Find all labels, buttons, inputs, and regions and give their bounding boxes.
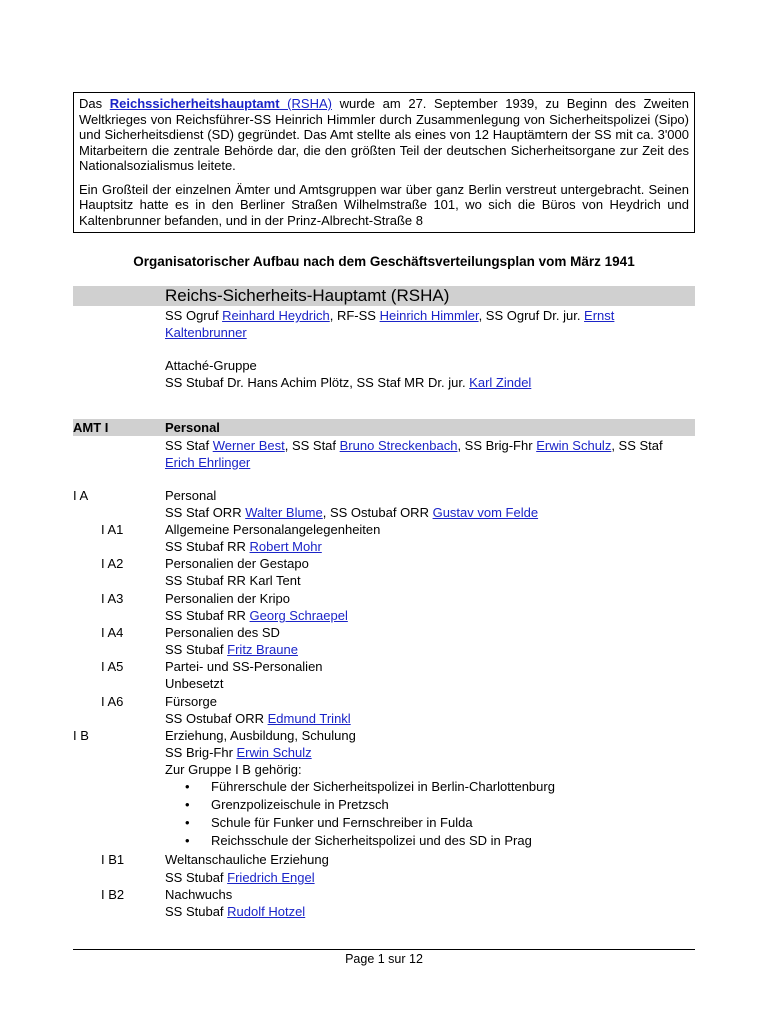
list-item: • Führerschule der Sicherheitspolizei in Berlin-Charlottenburg [165, 778, 555, 796]
intro-text: Das [79, 96, 110, 111]
ia6-leader [165, 710, 695, 727]
intro-box [73, 92, 695, 233]
text: , SS Brig-Fhr [457, 438, 537, 453]
link-best[interactable]: Werner Best [212, 438, 285, 453]
link-mohr[interactable]: Robert Mohr [249, 539, 322, 554]
text: SS Stubaf [165, 870, 228, 885]
list-item: • Reichsschule der Sicherheitspolizei und des SD in Prag [165, 832, 555, 850]
text: SS Brig-Fhr [165, 745, 237, 760]
ia4-name: Personalien des SD [165, 625, 280, 640]
ib2-leader [165, 903, 695, 920]
rsha-title: Reichs-Sicherheits-Hauptamt (RSHA) [165, 286, 450, 305]
link-zindel[interactable]: Karl Zindel [469, 375, 532, 390]
ib-leader [165, 744, 695, 761]
text: SS Ogruf [165, 308, 223, 323]
text: , RF-SS [329, 308, 380, 323]
list-item: • Grenzpolizeischule in Pretzsch [165, 796, 555, 814]
ia1-name: Allgemeine Personalangelegenheiten [165, 522, 381, 537]
ia5-code: I A5 [101, 659, 124, 674]
ib2-code: I B2 [101, 887, 125, 902]
link-kaltenbrunner[interactable]: Ernst Kaltenbrunner [165, 308, 615, 340]
text: SS Stubaf [165, 904, 228, 919]
ia4-leader [165, 641, 695, 658]
rsha-link[interactable] [110, 96, 332, 111]
text: SS Stubaf RR [165, 608, 250, 623]
ia1-code: I A1 [101, 522, 124, 537]
text: , SS Staf [284, 438, 340, 453]
text: SS Stubaf RR [165, 539, 250, 554]
ia2-name: Personalien der Gestapo [165, 556, 309, 571]
ia6-name: Fürsorge [165, 694, 218, 709]
link-ehrlinger[interactable]: Erich Ehrlinger [165, 455, 251, 470]
text: SS Staf ORR [165, 505, 246, 520]
ia1-leader [165, 538, 695, 555]
text: SS Ostubaf ORR [165, 711, 268, 726]
section-heading: Organisatorischer Aufbau nach dem Geschäftsverteilungsplan vom März 1941 [133, 254, 635, 269]
ib1-name: Weltanschauliche Erziehung [165, 852, 329, 867]
link-trinkl[interactable]: Edmund Trinkl [267, 711, 351, 726]
link-blume[interactable]: Walter Blume [245, 505, 323, 520]
link-schraepel[interactable]: Georg Schraepel [249, 608, 348, 623]
link-felde[interactable]: Gustav vom Felde [432, 505, 539, 520]
ib1-leader [165, 869, 695, 886]
rsha-link-bold[interactable]: Reichssicherheitshauptamt [109, 96, 280, 111]
link-heydrich[interactable]: Reinhard Heydrich [222, 308, 330, 323]
text: SS Stubaf [165, 642, 228, 657]
ia-name: Personal [165, 488, 217, 503]
ia4-code: I A4 [101, 625, 124, 640]
amt1-leaders [165, 437, 695, 471]
ia2-code: I A2 [101, 556, 124, 571]
rsha-leaders [165, 307, 695, 341]
link-himmler[interactable]: Heinrich Himmler [379, 308, 479, 323]
ib-code: I B [73, 728, 89, 743]
amt1-code: AMT I [73, 420, 109, 435]
ib2-name: Nachwuchs [165, 887, 233, 902]
link-schulz[interactable]: Erwin Schulz [536, 438, 612, 453]
ib-group-note: Zur Gruppe I B gehörig: [165, 762, 302, 777]
text: , SS Staf [611, 438, 663, 453]
page-number: Page 1 sur 12 [345, 952, 423, 966]
ib1-code: I B1 [101, 852, 125, 867]
amt1-name: Personal [165, 420, 220, 435]
text: , SS Ostubaf ORR [322, 505, 433, 520]
list-item: • Schule für Funker und Fernschreiber in Fulda [165, 814, 555, 832]
amt1-header-band [73, 419, 695, 436]
link-engel[interactable]: Friedrich Engel [227, 870, 315, 885]
ia6-code: I A6 [101, 694, 124, 709]
ia5-leader: Unbesetzt [165, 676, 224, 691]
ia-code: I A [73, 488, 89, 503]
intro-paragraph-1 [79, 96, 689, 174]
text: SS Staf [165, 438, 213, 453]
ia3-name: Personalien der Kripo [165, 591, 291, 606]
ia3-code: I A3 [101, 591, 124, 606]
rsha-link-abbr[interactable]: (RSHA) [279, 96, 332, 111]
attache-group-title: Attaché-Gruppe [165, 358, 257, 373]
link-streckenbach[interactable]: Bruno Streckenbach [339, 438, 458, 453]
link-schulz-ib[interactable]: Erwin Schulz [236, 745, 312, 760]
ia5-name: Partei- und SS-Personalien [165, 659, 323, 674]
ib-name: Erziehung, Ausbildung, Schulung [165, 728, 356, 743]
rsha-header-band [73, 286, 695, 306]
text: , SS Ogruf Dr. jur. [478, 308, 585, 323]
link-braune[interactable]: Fritz Braune [227, 642, 298, 657]
ib-school-list [165, 778, 555, 850]
ia-leaders [165, 504, 695, 521]
footer-divider [73, 949, 695, 950]
link-hotzel[interactable]: Rudolf Hotzel [227, 904, 306, 919]
ia2-leader: SS Stubaf RR Karl Tent [165, 573, 301, 588]
intro-paragraph-2: Ein Großteil der einzelnen Ämter und Amtsgruppen war über ganz Berlin verstreut untergebracht. Seinen Hauptsitz hatte es in den Berliner Straßen Wilhelmstraße 101, wo sich die Büros von Heydrich und Kaltenbrunner befanden, und in der Prinz-Albrecht-Straße 8 [79, 181, 689, 228]
intro-text-rest: wurde am 27. September 1939, zu Beginn des Zweiten Weltkrieges von Reichsführer-SS Heinrich Himmler durch Zusammenlegung von Sicherheitspolizei (Sipo) und Sicherheitsdienst (SD) gegründet. Das Amt stellte als eines von 12 Hauptämtern der SS mit ca. 3'000 Mitarbeitern die zentrale Behörde dar, die den größten Teil der deutschen Sicherheitsorgane zur Zeit des Nationalsozialismus leitete. [79, 96, 690, 173]
ia3-leader [165, 607, 695, 624]
text: SS Stubaf Dr. Hans Achim Plötz, SS Staf MR Dr. jur. [165, 375, 470, 390]
attache-members [165, 374, 695, 391]
